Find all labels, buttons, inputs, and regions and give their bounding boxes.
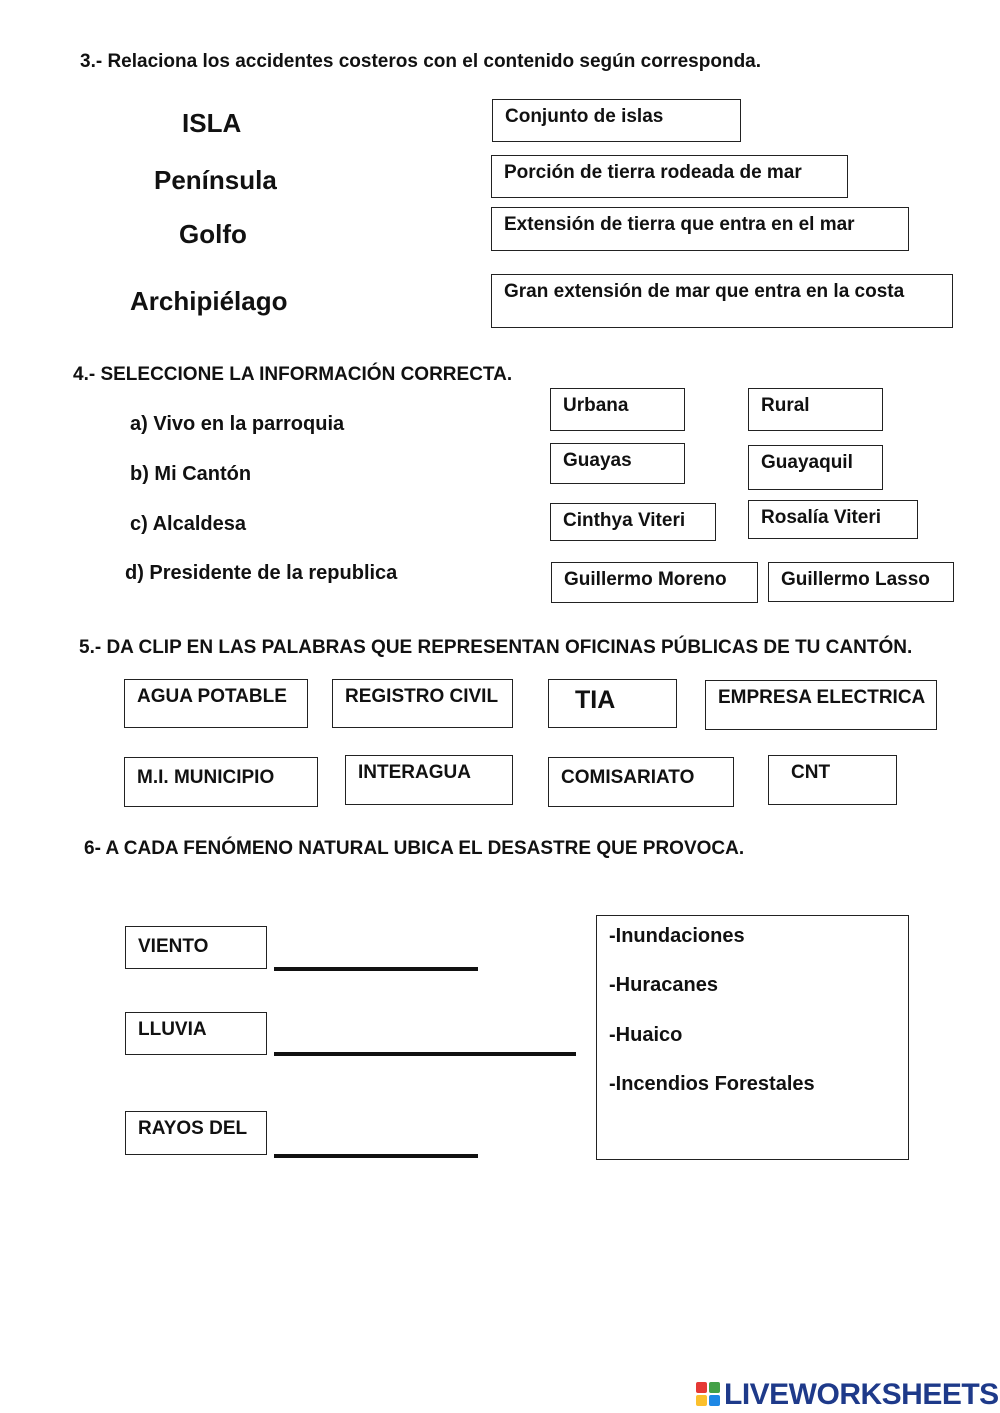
q3-definition-box[interactable]: Extensión de tierra que entra en el mar xyxy=(491,207,909,251)
q4-option-urbana[interactable]: Urbana xyxy=(550,388,685,431)
q5-word-empresa-electrica[interactable]: EMPRESA ELECTRICA xyxy=(705,680,937,730)
q4-item-c: c) Alcaldesa xyxy=(130,513,246,535)
q6-disasters-box xyxy=(596,915,909,1160)
q6-disaster-item[interactable]: -Huaico xyxy=(609,1024,683,1046)
q4-item-d: d) Presidente de la republica xyxy=(125,562,398,584)
q4-item-b: b) Mi Cantón xyxy=(130,463,252,485)
liveworksheets-logo xyxy=(696,1378,999,1412)
q5-word-mi-municipio[interactable]: M.I. MUNICIPIO xyxy=(124,757,318,807)
q5-title: 5.- DA CLIP EN LAS PALABRAS QUE REPRESENTAN OFICINAS PÚBLICAS DE TU CANTÓN. xyxy=(79,637,913,658)
q6-phenomenon-rayos-del: RAYOS DEL xyxy=(125,1111,267,1155)
q6-disaster-item[interactable]: -Huracanes xyxy=(609,974,718,996)
q4-option-cinthya-viteri[interactable]: Cinthya Viteri xyxy=(550,503,716,541)
q6-disaster-item[interactable]: -Inundaciones xyxy=(609,925,745,947)
q3-title: 3.- Relaciona los accidentes costeros con el contenido según corresponda. xyxy=(80,51,762,72)
q4-option-rural[interactable]: Rural xyxy=(748,388,883,431)
q4-option-guillermo-lasso[interactable]: Guillermo Lasso xyxy=(768,562,954,602)
q3-term-golfo[interactable]: Golfo xyxy=(179,219,247,249)
q3-term-isla[interactable]: ISLA xyxy=(182,108,242,138)
liveworksheets-logo-icon xyxy=(696,1382,722,1408)
q5-word-comisariato[interactable]: COMISARIATO xyxy=(548,757,734,807)
q4-item-a: a) Vivo en la parroquia xyxy=(130,413,345,435)
q3-definition-box[interactable]: Conjunto de islas xyxy=(492,99,741,142)
q6-answer-line-rayos[interactable] xyxy=(274,1154,478,1158)
q6-disaster-item[interactable]: -Incendios Forestales xyxy=(609,1073,815,1095)
q5-word-interagua[interactable]: INTERAGUA xyxy=(345,755,513,805)
q4-option-guillermo-moreno[interactable]: Guillermo Moreno xyxy=(551,562,758,603)
q5-word-cnt[interactable]: CNT xyxy=(768,755,897,805)
q3-definition-box[interactable]: Porción de tierra rodeada de mar xyxy=(491,155,848,198)
q6-title: 6- A CADA FENÓMENO NATURAL UBICA EL DESASTRE QUE PROVOCA. xyxy=(84,838,745,859)
q3-definition-box[interactable]: Gran extensión de mar que entra en la costa xyxy=(491,274,953,328)
q5-word-tia[interactable]: TIA xyxy=(548,679,677,728)
q4-option-guayaquil[interactable]: Guayaquil xyxy=(748,445,883,490)
q6-answer-line-viento[interactable] xyxy=(274,967,478,971)
q6-phenomenon-viento: VIENTO xyxy=(125,926,267,969)
q5-word-agua-potable[interactable]: AGUA POTABLE xyxy=(124,679,308,728)
q6-answer-line-lluvia[interactable] xyxy=(274,1052,576,1056)
q4-title: 4.- SELECCIONE LA INFORMACIÓN CORRECTA. xyxy=(73,364,513,385)
q5-word-registro-civil[interactable]: REGISTRO CIVIL xyxy=(332,679,513,728)
liveworksheets-logo-text: LIVEWORKSHEETS xyxy=(724,1378,999,1411)
q3-term-peninsula[interactable]: Península xyxy=(154,165,277,195)
q4-option-rosalia-viteri[interactable]: Rosalía Viteri xyxy=(748,500,918,539)
q3-term-archipielago[interactable]: Archipiélago xyxy=(130,286,288,316)
q4-option-guayas[interactable]: Guayas xyxy=(550,443,685,484)
q6-phenomenon-lluvia: LLUVIA xyxy=(125,1012,267,1055)
